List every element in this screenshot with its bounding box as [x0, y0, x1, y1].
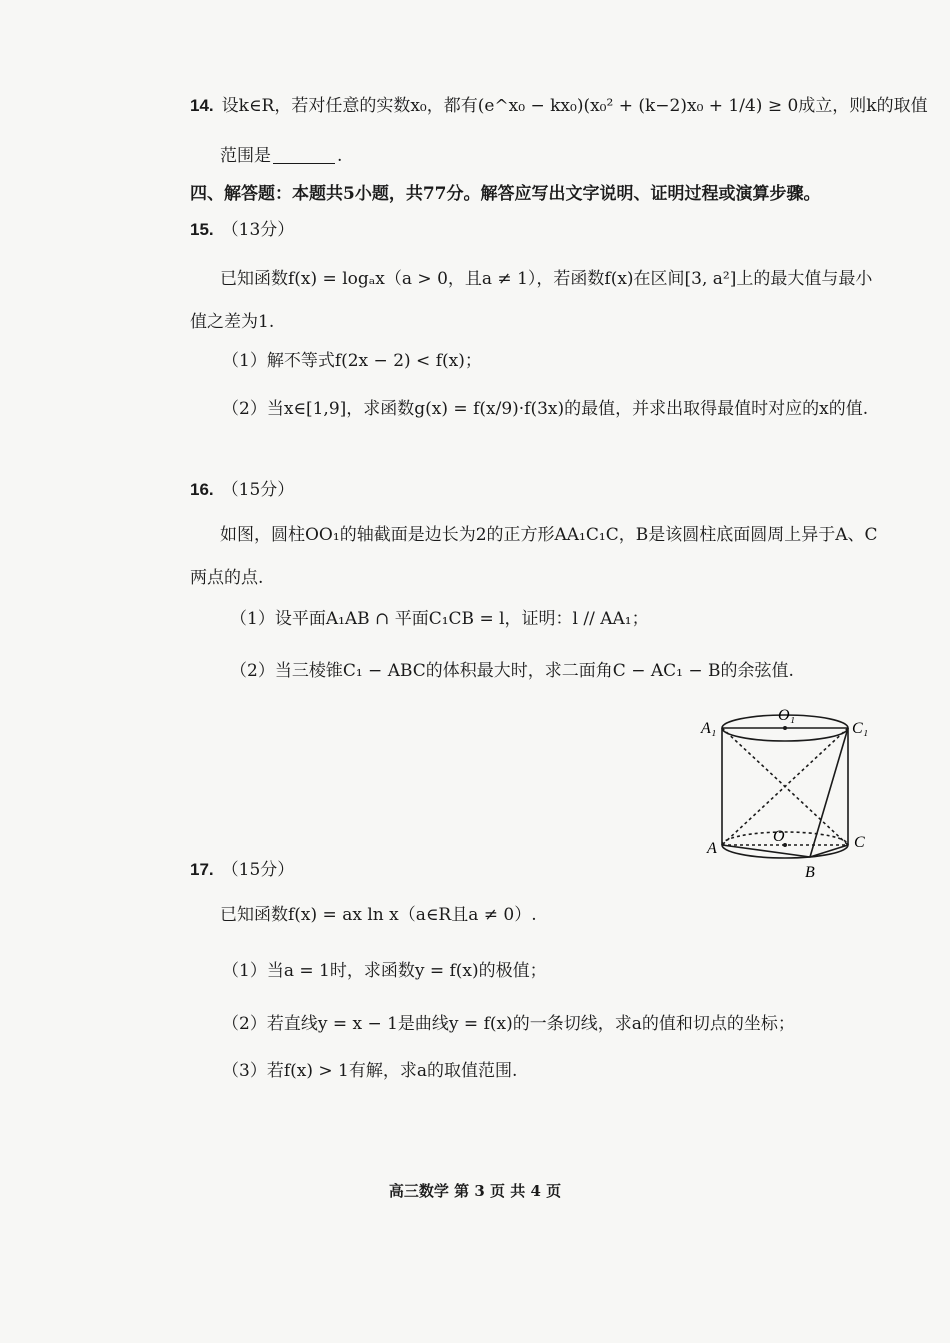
q15-stem1: 已知函数f(x) = logₐx（a > 0，且a ≠ 1），若函数f(x)在区间[3, a²]上的最大值与最小: [220, 269, 873, 289]
q17-part2: （2）若直线y = x − 1是曲线y = f(x)的一条切线，求a的值和切点的坐标；: [222, 1014, 795, 1034]
label-A: A: [707, 840, 717, 857]
answer-blank: [273, 147, 335, 164]
q15-part1: （1）解不等式f(2x − 2) < f(x)；: [222, 351, 482, 371]
label-A1: A₁: [701, 720, 717, 737]
q14-prefix: 范围是: [220, 146, 271, 166]
q15-number: 15.: [190, 220, 214, 239]
label-O1: O₁: [778, 707, 796, 724]
q14-text: 设k∈R，若对任意的实数x₀，都有(e^x₀ − kx₀)(x₀² + (k−2)x₀ + 1/4) ≥ 0成立，则k的取值: [221, 96, 928, 116]
q16-part1: （1）设平面A₁AB ∩ 平面C₁CB = l，证明：l // AA₁；: [230, 609, 649, 629]
q16-number: 16.: [190, 480, 214, 499]
label-B: B: [805, 864, 815, 881]
q17-part1: （1）当a = 1时，求函数y = f(x)的极值；: [222, 961, 547, 981]
label-C1: C₁: [852, 720, 869, 737]
label-O: O: [773, 828, 785, 845]
q15-part2: （2）当x∈[1,9]，求函数g(x) = f(x/9)·f(3x)的最值，并求出取得最值时对应的x的值.: [222, 399, 869, 419]
q16-header: [190, 479, 294, 501]
q14-line2: [220, 145, 342, 167]
page-footer: 高三数学 第 3 页 共 4 页: [388, 1182, 562, 1200]
q17-number: 17.: [190, 860, 214, 879]
q17-stem: 已知函数f(x) = ax ln x（a∈R且a ≠ 0）.: [220, 905, 537, 925]
q15-header: [190, 219, 294, 241]
q17-part3: （3）若f(x) > 1有解，求a的取值范围.: [222, 1061, 518, 1081]
q14-suffix: .: [337, 146, 343, 166]
cylinder-figure: [695, 695, 895, 895]
q15-score: （13分）: [221, 220, 295, 240]
q14-number: 14.: [190, 96, 214, 115]
label-C: C: [854, 834, 865, 851]
q17-score: （15分）: [221, 860, 295, 880]
q17-header: [190, 859, 294, 881]
q15-stem2: 值之差为1.: [190, 312, 275, 332]
q16-stem2: 两点的点.: [190, 568, 264, 588]
q16-score: （15分）: [221, 480, 295, 500]
section-heading: 四、解答题：本题共5小题，共77分。解答应写出文字说明、证明过程或演算步骤。: [190, 184, 821, 204]
q14-line1: [190, 95, 928, 117]
q16-stem1: 如图，圆柱OO₁的轴截面是边长为2的正方形AA₁C₁C，B是该圆柱底面圆周上异于A、C: [220, 525, 878, 545]
q16-part2: （2）当三棱锥C₁ − ABC的体积最大时，求二面角C − AC₁ − B的余弦值.: [230, 661, 794, 681]
